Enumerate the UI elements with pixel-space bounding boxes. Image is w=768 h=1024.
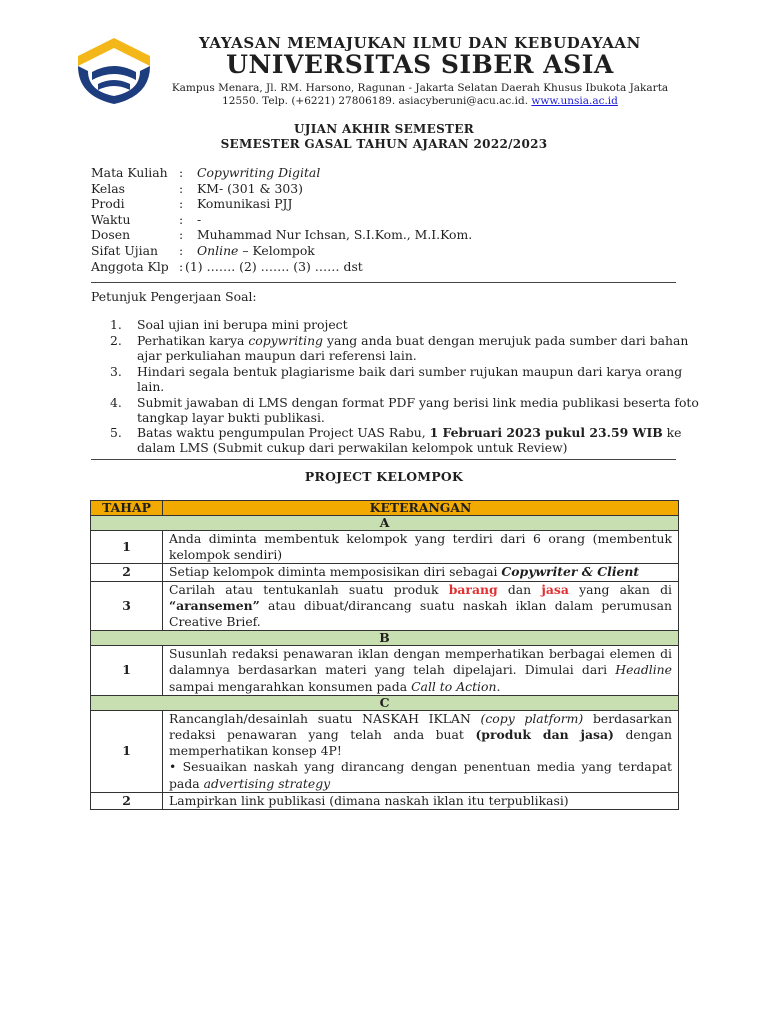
stage-description (163, 710, 679, 792)
text-run-italic: copywriting (248, 333, 323, 348)
instruction-number: 2. (110, 333, 122, 348)
instruction-line: dalam LMS (Submit cukup dari perwakilan kelompok untuk Review) (137, 440, 568, 456)
instruction-text (137, 364, 683, 395)
instruction-line: Soal ujian ini berupa mini project (137, 317, 348, 332)
table-row (91, 646, 679, 696)
table-row (91, 710, 679, 792)
divider (91, 282, 676, 283)
instruction-line: Submit jawaban di LMS dengan format PDF yang berisi link media publikasi beserta foto (137, 395, 699, 410)
info-value-rest: – Kelompok (238, 242, 315, 258)
instruction-text (137, 317, 677, 332)
campus-address: Kampus Menara, Jl. RM. Harsono, Ragunan - Jakarta Selatan Daerah Khusus Ibukota Jakarta (171, 82, 669, 94)
info-sep: : (179, 258, 184, 274)
text-run: Perhatikan karya (137, 333, 249, 348)
section-label: C (91, 695, 679, 710)
exam-semester: SEMESTER GASAL TAHUN AJARAN 2022/2023 (220, 137, 548, 151)
info-sep: : (179, 196, 184, 212)
text-run: yang akan di (568, 581, 672, 597)
text-run: ke (662, 425, 682, 440)
table-header-row (91, 501, 679, 516)
info-value: (1) ……. (2) ……. (3) …… dst (185, 258, 363, 274)
text-run: dan (497, 581, 542, 597)
stage-description (163, 646, 679, 696)
info-row-program (91, 196, 679, 212)
text-run: Setiap kelompok diminta memposisikan diri sebagai (169, 564, 502, 580)
project-title: PROJECT KELOMPOK (304, 469, 464, 484)
course-info (91, 165, 679, 274)
stage-number: 3 (91, 581, 163, 631)
stage-description: Lampirkan link publikasi (dimana naskah iklan itu terpublikasi) (163, 792, 679, 809)
table-row (91, 531, 679, 564)
info-row-course (91, 165, 679, 181)
stage-description: Anda diminta membentuk kelompok yang terdiri dari 6 orang (membentuk kelompok sendiri) (163, 531, 679, 564)
info-row-members (91, 259, 679, 275)
website-link[interactable]: www.unsia.ac.id (531, 95, 618, 107)
info-row-exam-type (91, 243, 679, 259)
instruction-line: Hindari segala bentuk plagiarisme baik dari sumber rujukan maupun dari karya orang (137, 364, 683, 379)
contact-line (150, 95, 690, 107)
info-value: Copywriting Digital (197, 165, 321, 180)
info-row-class (91, 181, 679, 197)
table-row (91, 581, 679, 631)
text-run-italic: Headline (615, 662, 672, 678)
instruction-text (137, 425, 682, 456)
university-logo-icon (74, 36, 154, 106)
stage-description (163, 581, 679, 631)
stage-number: 2 (91, 792, 163, 809)
instruction-line: tangkap layar bukti publikasi. (137, 410, 325, 426)
text-run: Susunlah redaksi penawaran iklan dengan memperhatikan berbagai elemen di dalamnya berdasarkan materi yang telah dipelajari. Dimulai dari (169, 646, 672, 678)
section-label: B (91, 631, 679, 646)
text-run: Rancanglah/desainlah suatu NASKAH IKLAN (169, 710, 481, 726)
project-table (90, 500, 679, 810)
info-sep: : (179, 242, 184, 258)
info-label: Waktu (91, 211, 131, 227)
instruction-number: 5. (110, 425, 122, 440)
table-row (91, 564, 679, 581)
section-row-b (91, 631, 679, 646)
info-label: Dosen (91, 227, 131, 243)
section-row-a (91, 516, 679, 531)
text-run: Batas waktu pengumpulan Project UAS Rabu, (137, 425, 430, 440)
divider (91, 459, 676, 460)
text-run: berdasarkan redaksi penawaran yang telah anda buat (169, 710, 673, 743)
text-run-italic: Call to Action (411, 678, 497, 694)
info-value-italic: Online (197, 242, 239, 258)
instruction-line: lain. (137, 379, 165, 395)
stage-number: 1 (91, 710, 163, 792)
instruction-number: 3. (110, 364, 122, 379)
foundation-name: YAYASAN MEMAJUKAN ILMU DAN KEBUDAYAAN (198, 34, 641, 52)
contact-info: 12550. Telp. (+6221) 27806189. asiacyberuni@acu.ac.id. (222, 95, 529, 107)
text-run-bold: (produk dan jasa) (475, 727, 614, 743)
table-row (91, 792, 679, 809)
column-header-stage: TAHAP (91, 501, 163, 516)
text-run: . (496, 678, 501, 694)
info-label: Prodi (91, 196, 125, 212)
text-run: atau dibuat/dirancang suatu naskah iklan dalam perumusan Creative Brief. (169, 597, 672, 630)
section-label: A (91, 516, 679, 531)
text-run: sampai mengarahkan konsumen pada (169, 678, 412, 694)
stage-description (163, 564, 679, 581)
info-sep: : (179, 227, 184, 243)
text-run-italic: advertising strategy (203, 775, 331, 791)
info-label: Anggota Klp (91, 258, 169, 274)
instruction-line (137, 333, 689, 348)
info-label: Sifat Ujian (91, 242, 158, 258)
section-row-c (91, 695, 679, 710)
instruction-text (137, 333, 689, 364)
info-label: Kelas (91, 180, 125, 196)
instruction-number: 1. (110, 317, 122, 332)
info-row-time (91, 212, 679, 228)
highlight-barang: barang (448, 581, 498, 597)
info-sep: : (179, 211, 184, 227)
text-run-bold: Copywriter & Client (501, 564, 640, 580)
instruction-text (137, 395, 699, 426)
stage-number: 1 (91, 531, 163, 564)
instruction-line: ajar perkuliahan maupun dari referensi lain. (137, 348, 417, 364)
instructions-title: Petunjuk Pengerjaan Soal: (91, 289, 257, 304)
info-value: - (197, 211, 202, 227)
university-name: UNIVERSITAS SIBER ASIA (226, 50, 614, 79)
highlight-jasa: jasa (541, 581, 569, 597)
info-sep: : (179, 165, 184, 180)
text-run-bold: “aransemen” (169, 597, 260, 613)
info-value: Muhammad Nur Ichsan, S.I.Kom., M.I.Kom. (197, 227, 473, 243)
exam-title: UJIAN AKHIR SEMESTER (293, 122, 474, 136)
text-run: • Sesuaikan naskah yang dirancang dengan penentuan media yang terdapat pada (169, 759, 672, 791)
column-header-description: KETERANGAN (163, 501, 679, 516)
stage-number: 2 (91, 564, 163, 581)
stage-number: 1 (91, 646, 163, 696)
info-value: Komunikasi PJJ (197, 196, 293, 212)
text-run-italic: (copy platform) (480, 710, 584, 726)
info-label: Mata Kuliah (91, 165, 168, 180)
info-row-lecturer (91, 227, 679, 243)
info-sep: : (179, 180, 184, 196)
info-value (197, 243, 315, 259)
deadline-bold: 1 Februari 2023 pukul 23.59 WIB (429, 425, 663, 440)
instruction-line (137, 425, 682, 440)
text-run: yang anda buat dengan merujuk pada sumber dari bahan (323, 333, 689, 348)
info-value: KM- (301 & 303) (197, 180, 303, 196)
text-run: dengan memperhatikan konsep 4P! (169, 727, 672, 759)
instruction-number: 4. (110, 395, 122, 410)
text-run: Carilah atau tentukanlah suatu produk (169, 581, 449, 597)
